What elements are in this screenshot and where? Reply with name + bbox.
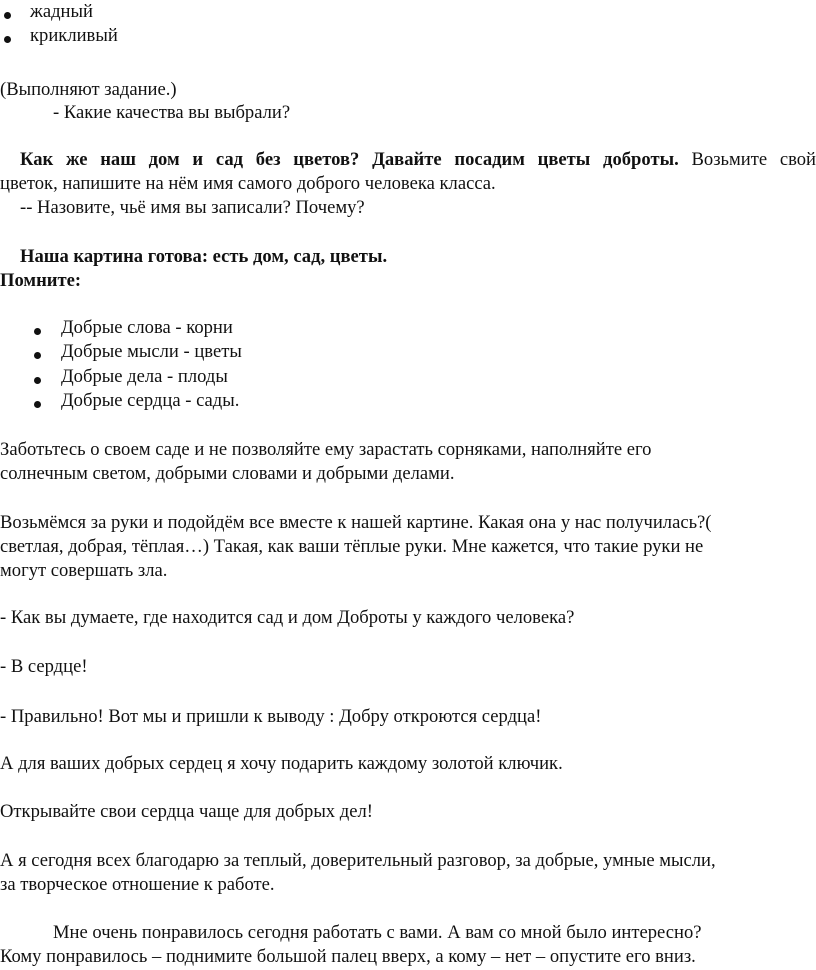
paragraph-task: (Выполняют задание.) xyxy=(0,78,177,103)
list-item: жадный xyxy=(30,0,93,25)
list-item: Добрые слова - корни xyxy=(61,316,233,341)
list-item: крикливый xyxy=(30,24,118,49)
paragraph-gift: А для ваших добрых сердец я хочу подарить каждому золотой ключик. xyxy=(0,752,563,777)
paragraph-thanks-line2: за творческое отношение к работе. xyxy=(0,873,275,898)
paragraph-hands-line3: могут совершать зла. xyxy=(0,559,167,584)
paragraph-flowers xyxy=(20,148,816,173)
paragraph-care-line1: Заботьтесь о своем саде и не позволяйте ему зарастать сорняками, наполняйте его xyxy=(0,438,651,463)
paragraph-name-question: -- Назовите, чьё имя вы записали? Почему? xyxy=(20,196,365,221)
list-item: Добрые сердца - сады. xyxy=(61,389,239,414)
paragraph-where: - Как вы думаете, где находится сад и дом Доброты у каждого человека? xyxy=(0,606,574,631)
paragraph-thanks-line1: А я сегодня всех благодарю за теплый, доверительный разговор, за добрые, умные мысли, xyxy=(0,849,716,874)
paragraph-conclusion: - Правильно! Вот мы и пришли к выводу : Добру откроются сердца! xyxy=(0,705,541,730)
bullet-dot xyxy=(34,401,41,408)
paragraph-question: - Какие качества вы выбрали? xyxy=(53,101,290,126)
flowers-bold-text: Как же наш дом и сад без цветов? Давайте посадим цветы доброты. xyxy=(20,149,679,170)
flowers-rest-text: Возьмите свой xyxy=(692,149,816,170)
paragraph-hands-line2: светлая, добрая, тёплая…) Такая, как ваши тёплые руки. Мне кажется, что такие руки не xyxy=(0,535,703,560)
paragraph-final-line1: Мне очень понравилось сегодня работать с вами. А вам со мной было интересно? xyxy=(53,921,702,946)
paragraph-ready xyxy=(20,245,387,270)
bullet-dot xyxy=(4,12,11,19)
paragraph-remember xyxy=(0,269,81,294)
ready-bold-text: Наша картина готова: есть дом, сад, цветы. xyxy=(20,246,387,267)
bullet-dot xyxy=(34,377,41,384)
paragraph-heart: - В сердце! xyxy=(0,655,88,680)
bullet-dot xyxy=(34,352,41,359)
bullet-dot xyxy=(4,36,11,43)
list-item: Добрые дела - плоды xyxy=(61,365,228,390)
paragraph-care-line2: солнечным светом, добрыми словами и добрыми делами. xyxy=(0,462,455,487)
remember-bold-text: Помните: xyxy=(0,270,81,291)
paragraph-flowers-line2: цветок, напишите на нём имя самого доброго человека класса. xyxy=(0,172,496,197)
paragraph-open: Открывайте свои сердца чаще для добрых дел! xyxy=(0,800,373,825)
paragraph-hands-line1: Возьмёмся за руки и подойдём все вместе к нашей картине. Какая она у нас получилась?( xyxy=(0,511,712,536)
bullet-dot xyxy=(34,328,41,335)
paragraph-final-line2: Кому понравилось – поднимите большой палец вверх, а кому – нет – опустите его вниз. xyxy=(0,945,696,970)
list-item: Добрые мысли - цветы xyxy=(61,340,242,365)
